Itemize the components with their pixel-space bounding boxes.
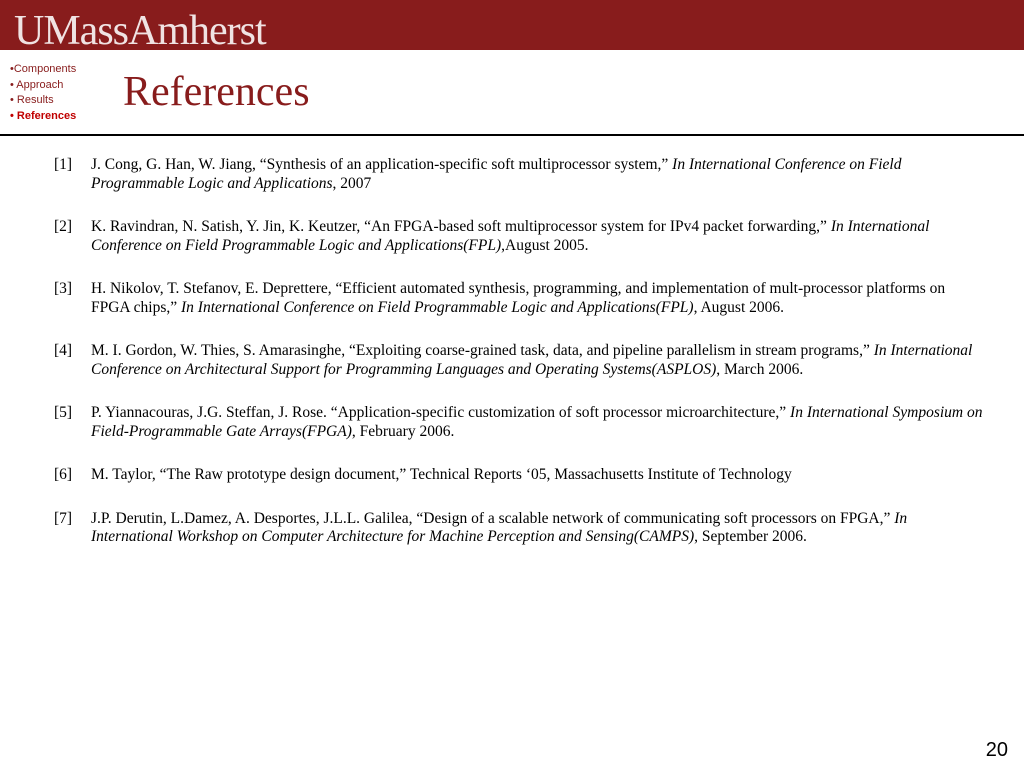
reference-tail: , September 2006.	[694, 528, 807, 545]
nav-item-approach[interactable]: • Approach	[10, 78, 64, 91]
reference-item	[54, 466, 984, 485]
reference-number: [3]	[54, 280, 73, 297]
reference-item	[54, 342, 984, 379]
header-banner	[0, 0, 1024, 54]
reference-text: K. Ravindran, N. Satish, Y. Jin, K. Keutzer, “An FPGA-based soft multiprocessor system for IPv4 packet forwarding,”	[91, 218, 831, 235]
reference-item	[54, 404, 984, 441]
reference-text: P. Yiannacouras, J.G. Steffan, J. Rose. “Application-specific customization of soft processor microarchitecture,”	[91, 404, 791, 421]
nav-item-references[interactable]: • References	[10, 109, 77, 122]
reference-number: [5]	[54, 404, 73, 421]
reference-number: [2]	[54, 218, 73, 235]
reference-tail: ,August 2005.	[501, 236, 589, 254]
reference-venue: In International Workshop on Computer Architecture for Machine Perception and Sensing(CAMPS)	[91, 509, 908, 545]
slide-title: References	[123, 69, 310, 115]
reference-text: M. Taylor, “The Raw prototype design document,” Technical Reports ‘05, Massachusetts Institute of Technology	[91, 466, 792, 483]
reference-tail: , August 2006.	[693, 298, 785, 316]
reference-number: [1]	[54, 156, 73, 173]
title-divider	[0, 134, 1024, 136]
reference-text: H. Nikolov, T. Stefanov, E. Deprettere, “Efficient automated synthesis, programming, and implementation of mult-processor platforms on FPGA chips,”	[91, 280, 946, 316]
reference-item	[54, 280, 984, 317]
reference-tail: , 2007	[332, 174, 372, 192]
reference-venue: In International Conference on Architectural Support for Programming Languages and Operating Systems(ASPLOS)	[91, 342, 973, 378]
reference-text: J.P. Derutin, L.Damez, A. Desportes, J.L.L. Galilea, “Design of a scalable network of communicating soft processors on FPGA,”	[91, 509, 895, 527]
reference-venue: In International Conference on Field Programmable Logic and Applications	[91, 156, 902, 192]
reference-venue: In International Symposium on Field-Programmable Gate Arrays(FPGA)	[91, 404, 983, 440]
reference-venue: In International Conference on Field Programmable Logic and Applications(FPL)	[91, 218, 930, 254]
reference-item	[54, 156, 984, 193]
reference-list	[54, 156, 984, 572]
reference-item	[54, 218, 984, 255]
nav-item-results[interactable]: • Results	[10, 94, 54, 106]
nav-item-components[interactable]: •Components	[10, 63, 77, 75]
reference-tail: , February 2006.	[351, 422, 455, 440]
section-nav	[10, 62, 76, 124]
reference-tail: , March 2006.	[716, 360, 804, 378]
reference-text: M. I. Gordon, W. Thies, S. Amarasinghe, “Exploiting coarse-grained task, data, and pipeline parallelism in stream programs,”	[91, 342, 874, 359]
reference-venue: In International Conference on Field Programmable Logic and Applications(FPL)	[181, 298, 694, 316]
reference-number: [6]	[54, 466, 73, 483]
umass-amherst-logo: UMassAmherst	[14, 8, 266, 54]
page-number: 20	[985, 739, 1008, 761]
reference-number: [7]	[54, 509, 73, 527]
reference-text: J. Cong, G. Han, W. Jiang, “Synthesis of an application-specific soft multiprocessor system,”	[91, 156, 673, 173]
reference-number: [4]	[54, 342, 73, 359]
reference-item	[54, 510, 984, 547]
